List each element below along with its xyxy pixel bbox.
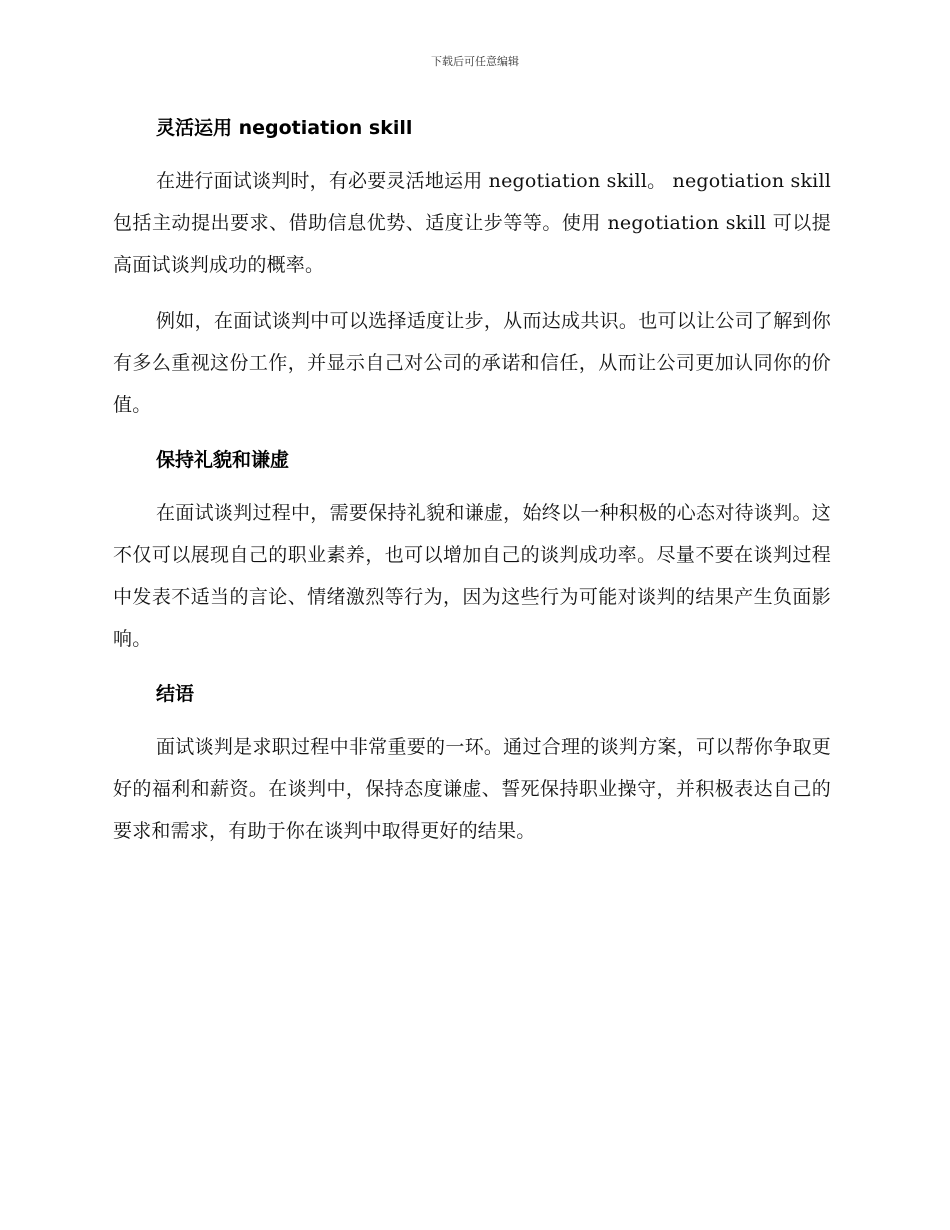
section-conclusion [113,674,831,852]
section-heading: 保持礼貌和谦虚 [156,449,290,471]
section-negotiation-skill [113,108,831,426]
paragraph: 在进行面试谈判时，有必要灵活地运用 negotiation skill。 negotiation skill 包括主动提出要求、借助信息优势、适度让步等等。使用 negotiation skill 可以提高面试谈判成功的概率。 [113,170,831,276]
paragraph: 面试谈判是求职过程中非常重要的一环。通过合理的谈判方案，可以帮你争取更好的福利和薪资。在谈判中，保持态度谦虚、誓死保持职业操守，并积极表达自己的要求和需求，有助于你在谈判中取得更好的结果。 [113,736,831,842]
page-header: 下载后可任意编辑 [431,55,519,68]
paragraph: 在面试谈判过程中，需要保持礼貌和谦虚，始终以一种积极的心态对待谈判。这不仅可以展现自己的职业素养，也可以增加自己的谈判成功率。尽量不要在谈判过程中发表不适当的言论、情绪激烈等行为，因为这些行为可能对谈判的结果产生负面影响。 [113,502,831,650]
section-heading: 灵活运用 negotiation skill [156,117,413,139]
paragraph: 例如，在面试谈判中可以选择适度让步，从而达成共识。也可以让公司了解到你有多么重视这份工作，并显示自己对公司的承诺和信任，从而让公司更加认同你的价值。 [113,310,831,416]
section-politeness [113,440,831,660]
document-body [113,108,831,866]
section-heading: 结语 [156,683,195,705]
